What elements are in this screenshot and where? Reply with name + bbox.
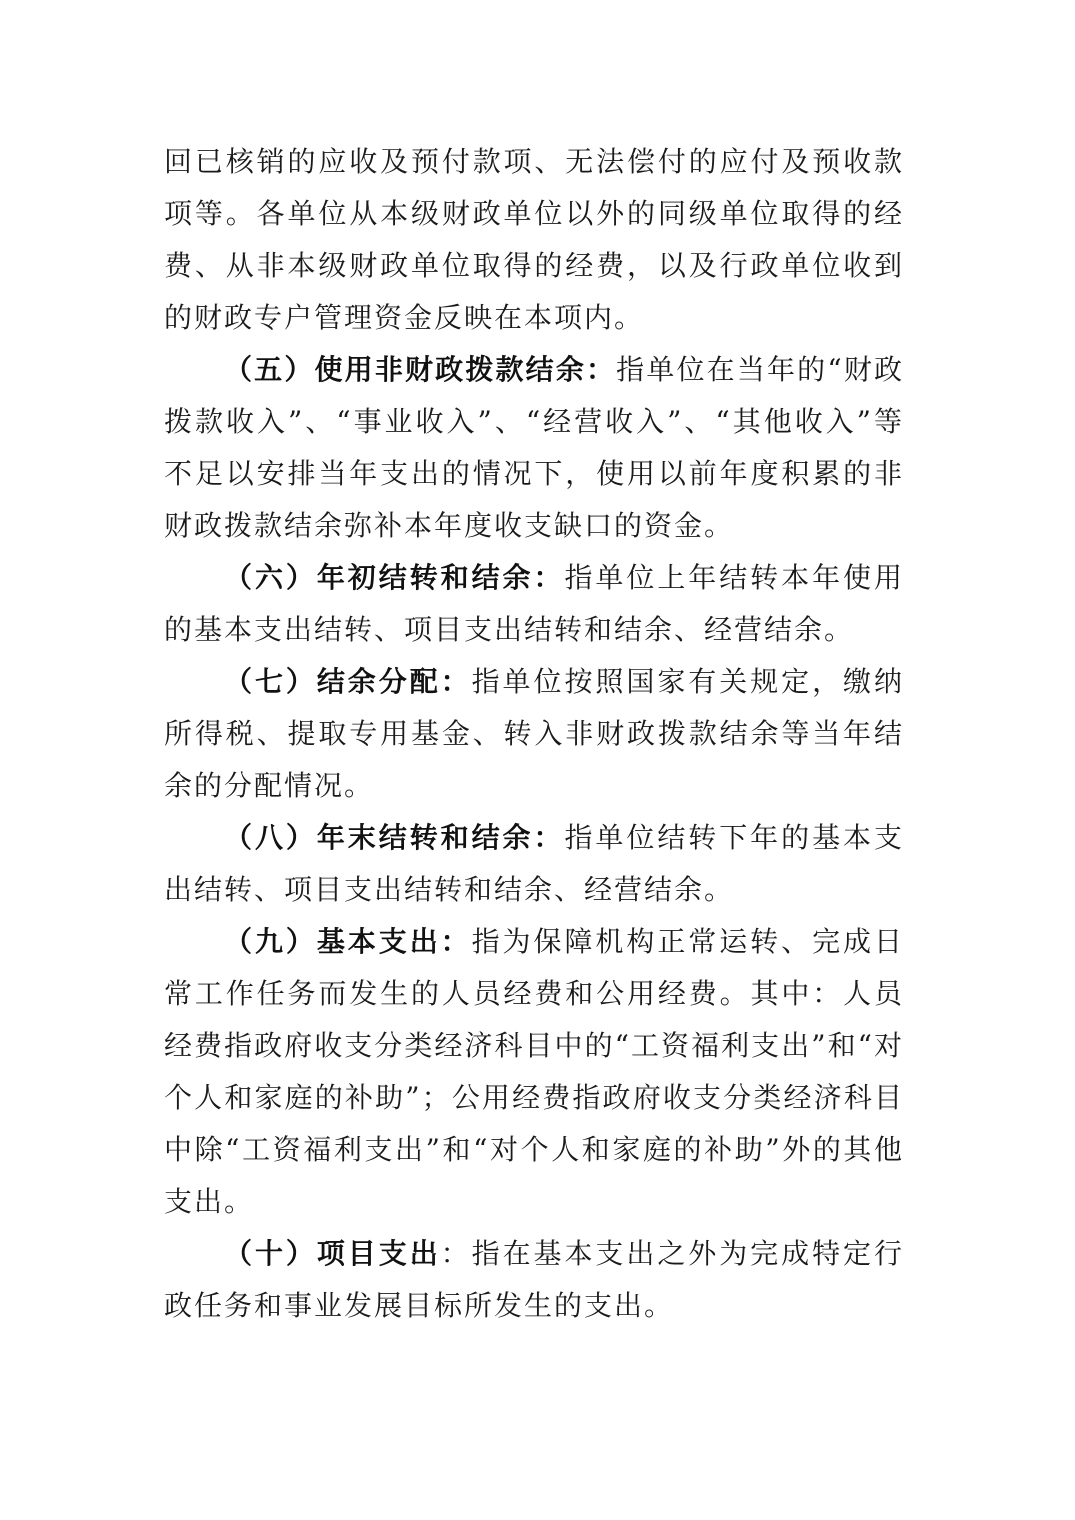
paragraph-term: （九）基本支出： [224,925,472,958]
paragraph-text: ：指在基本支出之外为完成特定行政任务和事业发展目标所发生的支出。 [164,1237,904,1322]
paragraph-text: 指为保障机构正常运转、完成日常工作任务而发生的人员经费和公用经费。其中：人员经费指政府收支分类经济科目中的“工资福利支出”和“对个人和家庭的补助”；公用经费指政府收支分类经济科目中除“工资福利支出”和“对个人和家庭的补助”外的其他支出。 [164,925,904,1218]
paragraph-term: （七）结余分配： [224,665,472,698]
paragraph-item-10 [164,1228,904,1332]
paragraph-text: 指单位在当年的“财政拨款收入”、“事业收入”、“经营收入”、“其他收入”等不足以安排当年支出的情况下，使用以前年度积累的非财政拨款结余弥补本年度收支缺口的资金。 [164,353,904,542]
paragraph-term: （八）年末结转和结余： [224,821,565,854]
paragraph-term: （六）年初结转和结余： [224,561,565,594]
paragraph-item-8 [164,812,904,916]
paragraph-term: （十）项目支出 [224,1237,441,1270]
paragraph-item-9 [164,916,904,1228]
paragraph-continuation [164,136,904,344]
paragraph-text: 指单位结转下年的基本支出结转、项目支出结转和结余、经营结余。 [164,821,904,906]
paragraph-item-5 [164,344,904,552]
paragraph-term: （五）使用非财政拨款结余： [224,353,617,386]
paragraph-item-7 [164,656,904,812]
paragraph-item-6 [164,552,904,656]
paragraph-text: 指单位按照国家有关规定，缴纳所得税、提取专用基金、转入非财政拨款结余等当年结余的分配情况。 [164,665,904,802]
paragraph-text: 指单位上年结转本年使用的基本支出结转、项目支出结转和结余、经营结余。 [164,561,904,646]
document-body [164,136,904,1332]
paragraph-text: 回已核销的应收及预付款项、无法偿付的应付及预收款项等。各单位从本级财政单位以外的同级单位取得的经费、从非本级财政单位取得的经费，以及行政单位收到的财政专户管理资金反映在本项内。 [164,145,904,334]
